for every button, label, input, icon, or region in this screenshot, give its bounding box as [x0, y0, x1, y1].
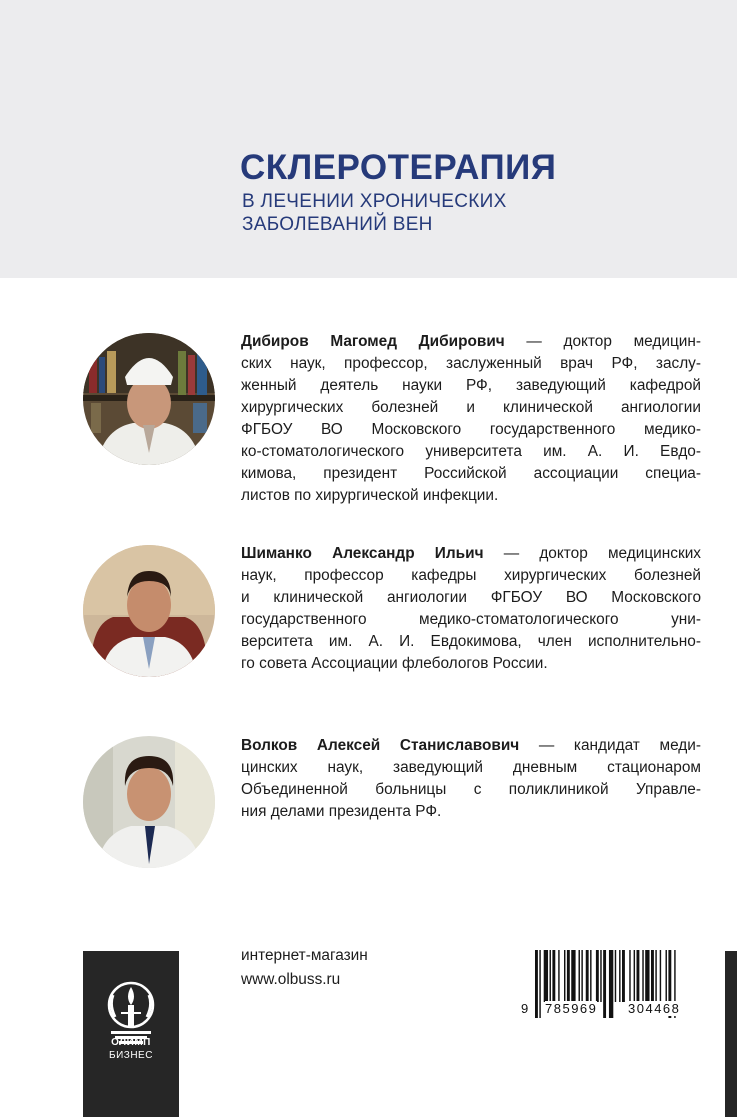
shop-label: интернет-магазин [241, 947, 368, 964]
barcode-bar [596, 950, 599, 1002]
author-name: Шиманко Александр Ильич [241, 545, 484, 562]
bio-line: кимова, президент Российской ассоциации специа- [241, 465, 701, 482]
barcode-bar [660, 950, 661, 1002]
publisher-name-line2: БИЗНЕС [109, 1050, 153, 1061]
cover-header [0, 0, 737, 278]
barcode-bar [552, 950, 555, 1002]
bio-line: наук, профессор кафедры хирургических болезней [241, 567, 701, 584]
subtitle-line: В ЛЕЧЕНИИ ХРОНИЧЕСКИХ [242, 191, 507, 212]
bio-line: цинских наук, заведующий дневным стационаром [241, 759, 701, 776]
barcode-bar [590, 950, 591, 1002]
barcode-bar [535, 950, 538, 1018]
barcode-bar [629, 950, 630, 1002]
bio-line: листов по хирургической инфекции. [241, 487, 499, 504]
barcode-bar [579, 950, 580, 1002]
book-title: СКЛЕРОТЕРАПИЯ [240, 148, 557, 187]
shop-url[interactable]: www.olbuss.ru [241, 971, 341, 988]
barcode-digits-left: 785969 [545, 1001, 598, 1016]
author-bio-dibirov: Дибиров Магомед Дибирович — доктор медицин- ских наук, профессор, заслуженный врач РФ, заслу- женный деятель науки РФ, заведующий кафедрой хирургических болезней и клинической ангиологии ФГБОУ ВО Московского государственного медико- ко-стоматологического университета им. А. И. Евдо- кимова, президент Российской ассоциации специа- листов по хирургической инфекции. [241, 331, 701, 507]
subtitle-line: ЗАБОЛЕВАНИЙ ВЕН [242, 214, 433, 235]
barcode-bar [615, 950, 616, 1002]
barcode-bar [609, 950, 613, 1018]
bio-line: ФГБОУ ВО Московского государственного медико- [241, 421, 701, 438]
author-photo-shimanko [83, 545, 215, 677]
barcode-bar [666, 950, 667, 1002]
barcode-bar [642, 950, 643, 1002]
barcode-bar [564, 950, 565, 1002]
publisher-name-line1: ОЛИМП [111, 1037, 151, 1048]
bio-line: и клинической ангиологии ФГБОУ ВО Московского [241, 589, 701, 606]
barcode-bar [586, 950, 589, 1002]
barcode-bar [558, 950, 559, 1002]
barcode-digits-right: 304468 [628, 1001, 681, 1016]
bio-line: Объединенной больницы с поликлиникой Управле- [241, 781, 701, 798]
bio-line: государственного медико-стоматологического уни- [241, 611, 701, 628]
publisher-logo [83, 951, 179, 1117]
barcode-bar [619, 950, 620, 1002]
barcode-bar [622, 950, 625, 1002]
author-photo-dibirov [83, 333, 215, 465]
bio-line: верситета им. А. И. Евдокимова, член исполнительно- [241, 633, 701, 650]
barcode-bar [634, 950, 635, 1002]
bio-line: ко-стоматологического университета им. А. И. Евдо- [241, 443, 701, 460]
barcode-bar [637, 950, 640, 1002]
barcode-bar [571, 950, 575, 1002]
barcode-bar [539, 950, 540, 1018]
barcode-bar [567, 950, 570, 1002]
book-subtitle [242, 190, 507, 236]
barcode-digit-first: 9 [521, 1001, 530, 1016]
barcode-bar [544, 950, 548, 1002]
barcode-bar [550, 950, 551, 1002]
barcode-bar [655, 950, 656, 1002]
bio-line: ния делами президента РФ. [241, 803, 442, 820]
author-bio-shimanko: Шиманко Александр Ильич — доктор медицинских наук, профессор кафедры хирургических болезней и клинической ангиологии ФГБОУ ВО Московского государственного медико-стоматологического уни- верситета им. А. И. Евдокимова, член исполнительно- го совета Ассоциации флебологов России. [241, 543, 701, 675]
author-name: Волков Алексей Станиславович [241, 737, 520, 754]
author-photo-volkov [83, 736, 215, 868]
barcode-bar [581, 950, 582, 1002]
bio-line: го совета Ассоциации флебологов России. [241, 655, 548, 672]
shop-info [241, 944, 368, 992]
cover-edge-strip [725, 951, 737, 1117]
bio-line: женный деятель науки РФ, заведующий кафедрой [241, 377, 701, 394]
bio-line: ских наук, профессор, заслуженный врач РФ, заслу- [241, 355, 701, 372]
author-name: Дибиров Магомед Дибирович [241, 333, 505, 350]
bio-line: хирургических болезней и клинической ангиологии [241, 399, 701, 416]
barcode-bar [645, 950, 649, 1002]
barcode-bar [600, 950, 601, 1002]
barcode-bar [651, 950, 654, 1002]
author-bio-volkov: Волков Алексей Станиславович — кандидат меди- цинских наук, заведующий дневным стационаром Объединенной больницы с поликлиникой Управле- ния делами президента РФ. [241, 735, 701, 823]
barcode-bar [603, 950, 606, 1018]
